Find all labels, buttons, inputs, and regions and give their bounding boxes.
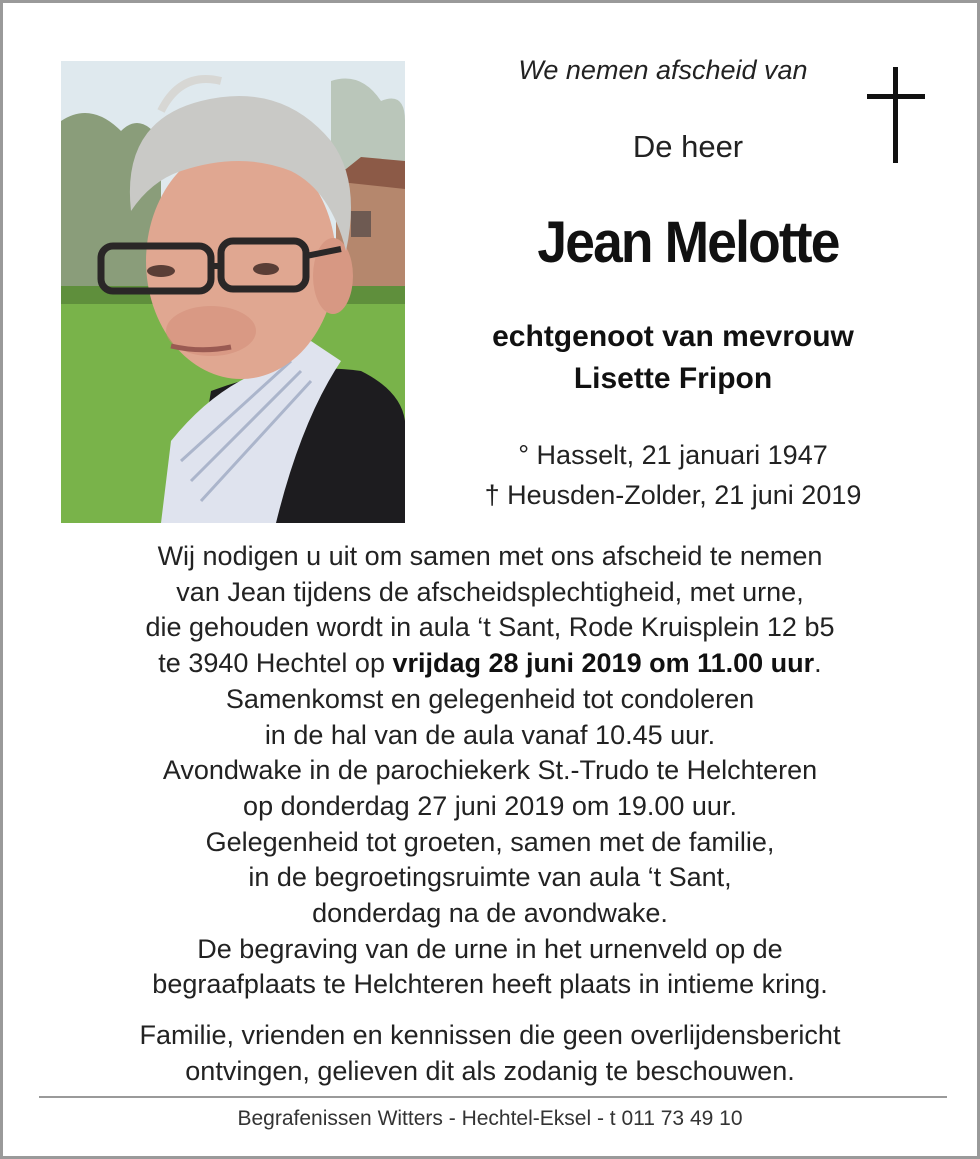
body-line: Wij nodigen u uit om samen met ons afscheid te nemen bbox=[157, 541, 823, 571]
closing-line: ontvingen, gelieven dit als zodanig te beschouwen. bbox=[185, 1056, 795, 1086]
deceased-name: Jean Melotte bbox=[537, 210, 839, 275]
body-line: in de hal van de aula vanaf 10.45 uur. bbox=[264, 719, 716, 750]
death-date: † Heusden-Zolder, 21 juni 2019 bbox=[484, 480, 862, 510]
body-line: Gelegenheid tot groeten, samen met de familie, bbox=[205, 826, 775, 857]
body-line: begraafplaats te Helchteren heeft plaats in intieme kring. bbox=[152, 969, 828, 1000]
body-line: donderdag na de avondwake. bbox=[312, 898, 668, 929]
life-dates bbox=[433, 435, 913, 515]
portrait-photo bbox=[61, 61, 405, 523]
cross-icon bbox=[867, 67, 925, 163]
body-line: te 3940 Hechtel op vrijdag 28 juni 2019 om 11.00 uur. bbox=[158, 648, 822, 679]
body-line: De begraving van de urne in het urnenveld op de bbox=[197, 933, 783, 964]
funeral-home-footer: Begrafenissen Witters - Hechtel-Eksel - t 011 73 49 10 bbox=[237, 1107, 743, 1130]
body-line: die gehouden wordt in aula ‘t Sant, Rode Kruisplein 12 b5 bbox=[145, 612, 835, 643]
birth-date: ° Hasselt, 21 januari 1947 bbox=[518, 440, 828, 470]
body-line: Samenkomst en gelegenheid tot condoleren bbox=[225, 683, 755, 714]
divider bbox=[39, 1096, 947, 1098]
intro-text: We nemen afscheid van bbox=[518, 55, 808, 85]
body-line: in de begroetingsruimte van aula ‘t Sant, bbox=[248, 862, 732, 893]
spouse-name: Lisette Fripon bbox=[573, 362, 773, 395]
closing-line: Familie, vrienden en kennissen die geen overlijdensbericht bbox=[139, 1020, 841, 1050]
ceremony-details bbox=[43, 539, 937, 1003]
honorific: De heer bbox=[632, 129, 744, 164]
closing-note bbox=[43, 1017, 937, 1089]
body-line: Avondwake in de parochiekerk St.-Trudo te Helchteren bbox=[162, 755, 818, 786]
body-line: van Jean tijdens de afscheidsplechtigheid, met urne, bbox=[176, 576, 804, 607]
body-line: op donderdag 27 juni 2019 om 19.00 uur. bbox=[243, 790, 737, 821]
spouse-line-1: echtgenoot van mevrouw bbox=[492, 320, 854, 353]
spouse-info bbox=[433, 316, 913, 400]
ceremony-datetime: vrijdag 28 juni 2019 om 11.00 uur bbox=[392, 648, 815, 679]
